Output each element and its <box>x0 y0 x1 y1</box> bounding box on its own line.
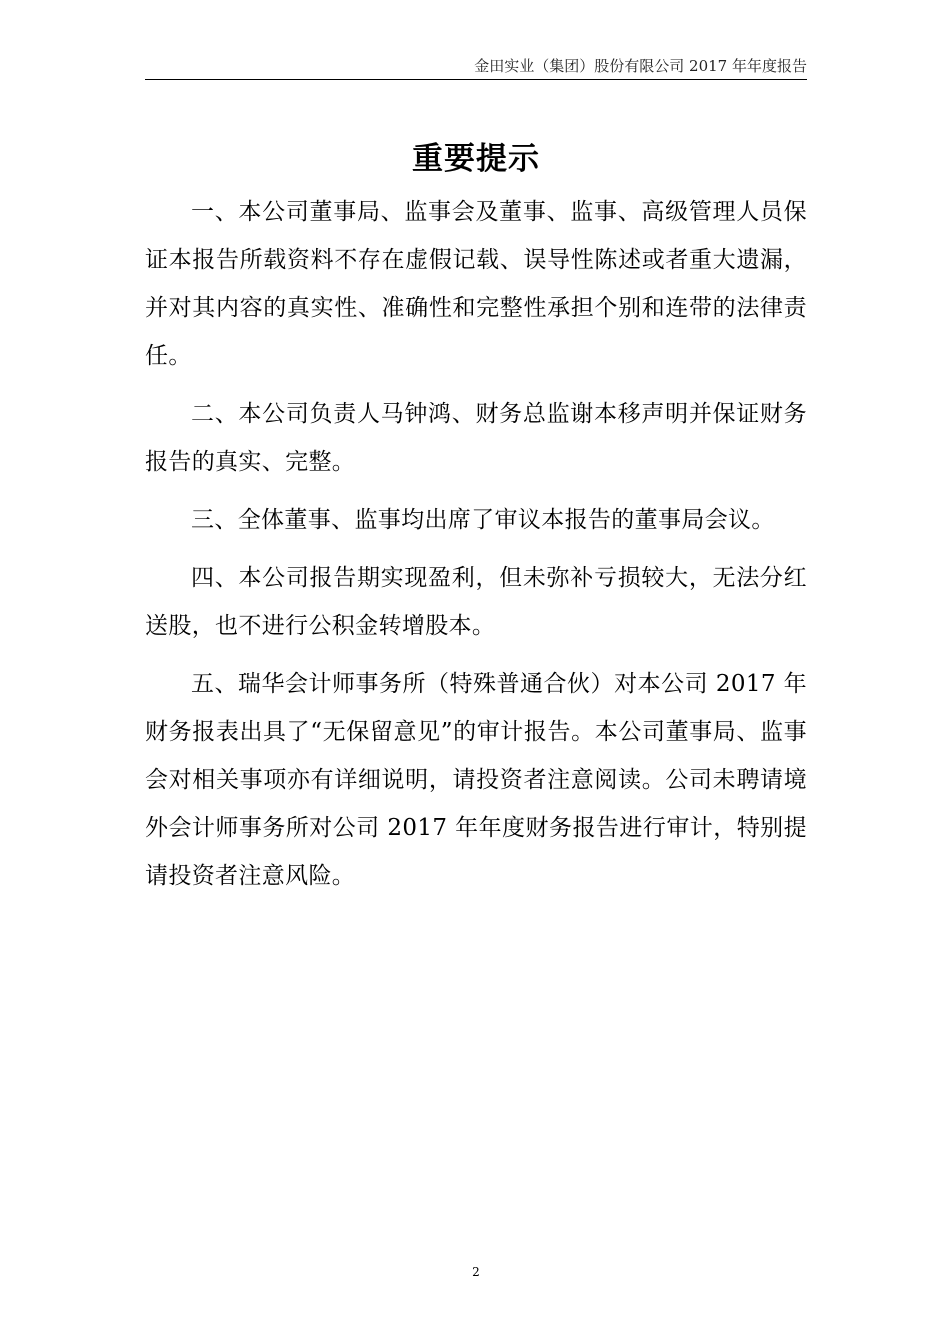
notice-paragraph-4: 四、本公司报告期实现盈利，但未弥补亏损较大，无法分红送股，也不进行公积金转增股本。 <box>145 565 807 639</box>
page-title: 重要提示 <box>412 140 540 177</box>
notice-paragraph-2: 二、本公司负责人马钟鸿、财务总监谢本移声明并保证财务报告的真实、完整。 <box>145 401 807 475</box>
running-header: 金田实业（集团）股份有限公司 2017 年年度报告 <box>474 57 807 75</box>
page-number: 2 <box>472 1265 480 1279</box>
notice-paragraph-1: 一、本公司董事局、监事会及董事、监事、高级管理人员保证本报告所载资料不存在虚假记载、误导性陈述或者重大遗漏，并对其内容的真实性、准确性和完整性承担个别和连带的法律责任。 <box>145 199 807 369</box>
notice-paragraph-3: 三、全体董事、监事均出席了审议本报告的董事局会议。 <box>191 507 775 533</box>
notice-body <box>145 188 807 910</box>
header-divider <box>145 79 807 80</box>
notice-paragraph-5: 五、瑞华会计师事务所（特殊普通合伙）对本公司 2017 年财务报表出具了“无保留意见”的审计报告。本公司董事局、监事会对相关事项亦有详细说明，请投资者注意阅读。公司未聘请境外会计师事务所对公司 2017 年年度财务报告进行审计，特别提请投资者注意风险。 <box>145 671 807 889</box>
